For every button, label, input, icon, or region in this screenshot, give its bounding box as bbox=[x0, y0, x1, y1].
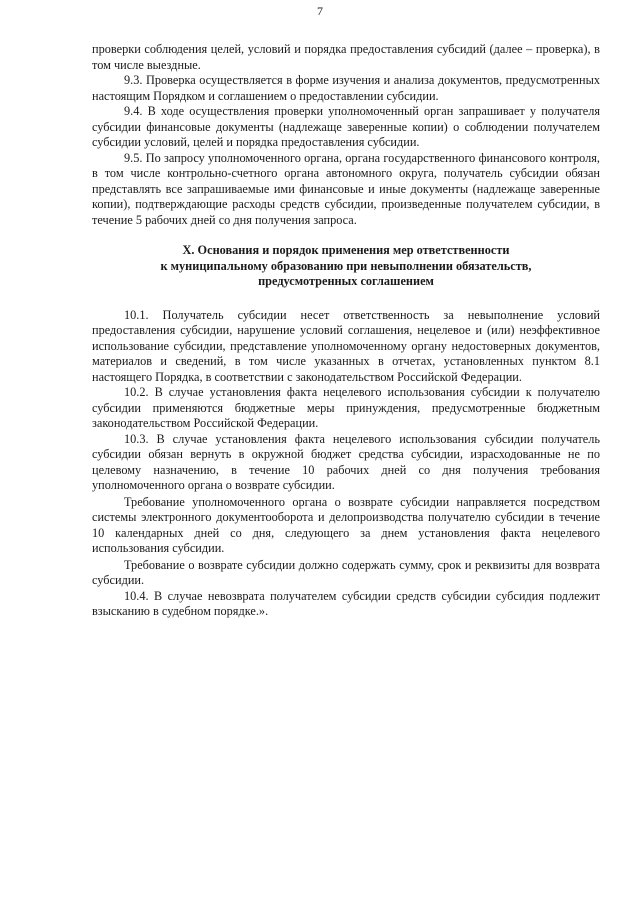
paragraph: Требование уполномоченного органа о возврате субсидии направляется посредством системы электронного документооборота и делопроизводства получателю субсидии в течение 10 календарных дней со дня, следующего за днем установления факта нецелевого использования субсидии. bbox=[92, 494, 600, 555]
section-title bbox=[92, 243, 600, 290]
section-title-line: к муниципальному образованию при невыполнении обязательств, bbox=[160, 258, 532, 273]
paragraph: проверки соблюдения целей, условий и порядка предоставления субсидий (далее – проверка), в том числе выездные. bbox=[92, 42, 600, 72]
paragraph: 9.5. По запросу уполномоченного органа, органа государственного финансового контроля, в том числе контрольно-счетного органа автономного округа, получатель субсидии обязан представлять все запрашиваемые ими финансовые и иные документы (надлежаще заверенные копии), подтверждающие расходы средств субсидии, произведенные получателем субсидии, в течение 5 рабочих дней со дня получения запроса. bbox=[92, 150, 600, 227]
paragraph: 10.2. В случае установления факта нецелевого использования субсидии к получателю субсидии применяются бюджетные меры принуждения, предусмотренные бюджетным законодательством Российской Федерации. bbox=[92, 385, 600, 430]
section-title-line: X. Основания и порядок применения мер ответственности bbox=[182, 243, 510, 257]
page-number: 7 bbox=[317, 4, 323, 18]
paragraph: 10.3. В случае установления факта нецелевого использования субсидии получатель субсидии обязан вернуть в окружной бюджет средства субсидии, израсходованные не по целевому назначению, в течение 10 рабочих дней со дня получения требования уполномоченного органа о возврате субсидии. bbox=[92, 431, 600, 492]
document-body bbox=[92, 42, 600, 620]
section-title-line: предусмотренных соглашением bbox=[258, 274, 434, 288]
paragraph: 9.3. Проверка осуществляется в форме изучения и анализа документов, предусмотренных настоящим Порядком и соглашением о предоставлении субсидии. bbox=[92, 73, 600, 103]
paragraph: 10.1. Получатель субсидии несет ответственность за невыполнение условий предоставления субсидии, нарушение условий соглашения, нецелевое и (или) неэффективное использование субсидии, представление уполномоченному органу недостоверных документов, материалов и сведений, в том числе указанных в отчетах, установленных пунктом 8.1 настоящего Порядка, в соответствии с законодательством Российской Федерации. bbox=[92, 307, 600, 384]
paragraph: 10.4. В случае невозврата получателем субсидии средств субсидии субсидия подлежит взысканию в судебном порядке.». bbox=[92, 588, 600, 618]
paragraph: 9.4. В ходе осуществления проверки уполномоченный орган запрашивает у получателя субсидии финансовые документы (надлежаще заверенные копии) о соблюдении получателем субсидии условий, целей и порядка предоставления субсидии. bbox=[92, 104, 600, 149]
paragraph: Требование о возврате субсидии должно содержать сумму, срок и реквизиты для возврата субсидии. bbox=[92, 557, 600, 587]
